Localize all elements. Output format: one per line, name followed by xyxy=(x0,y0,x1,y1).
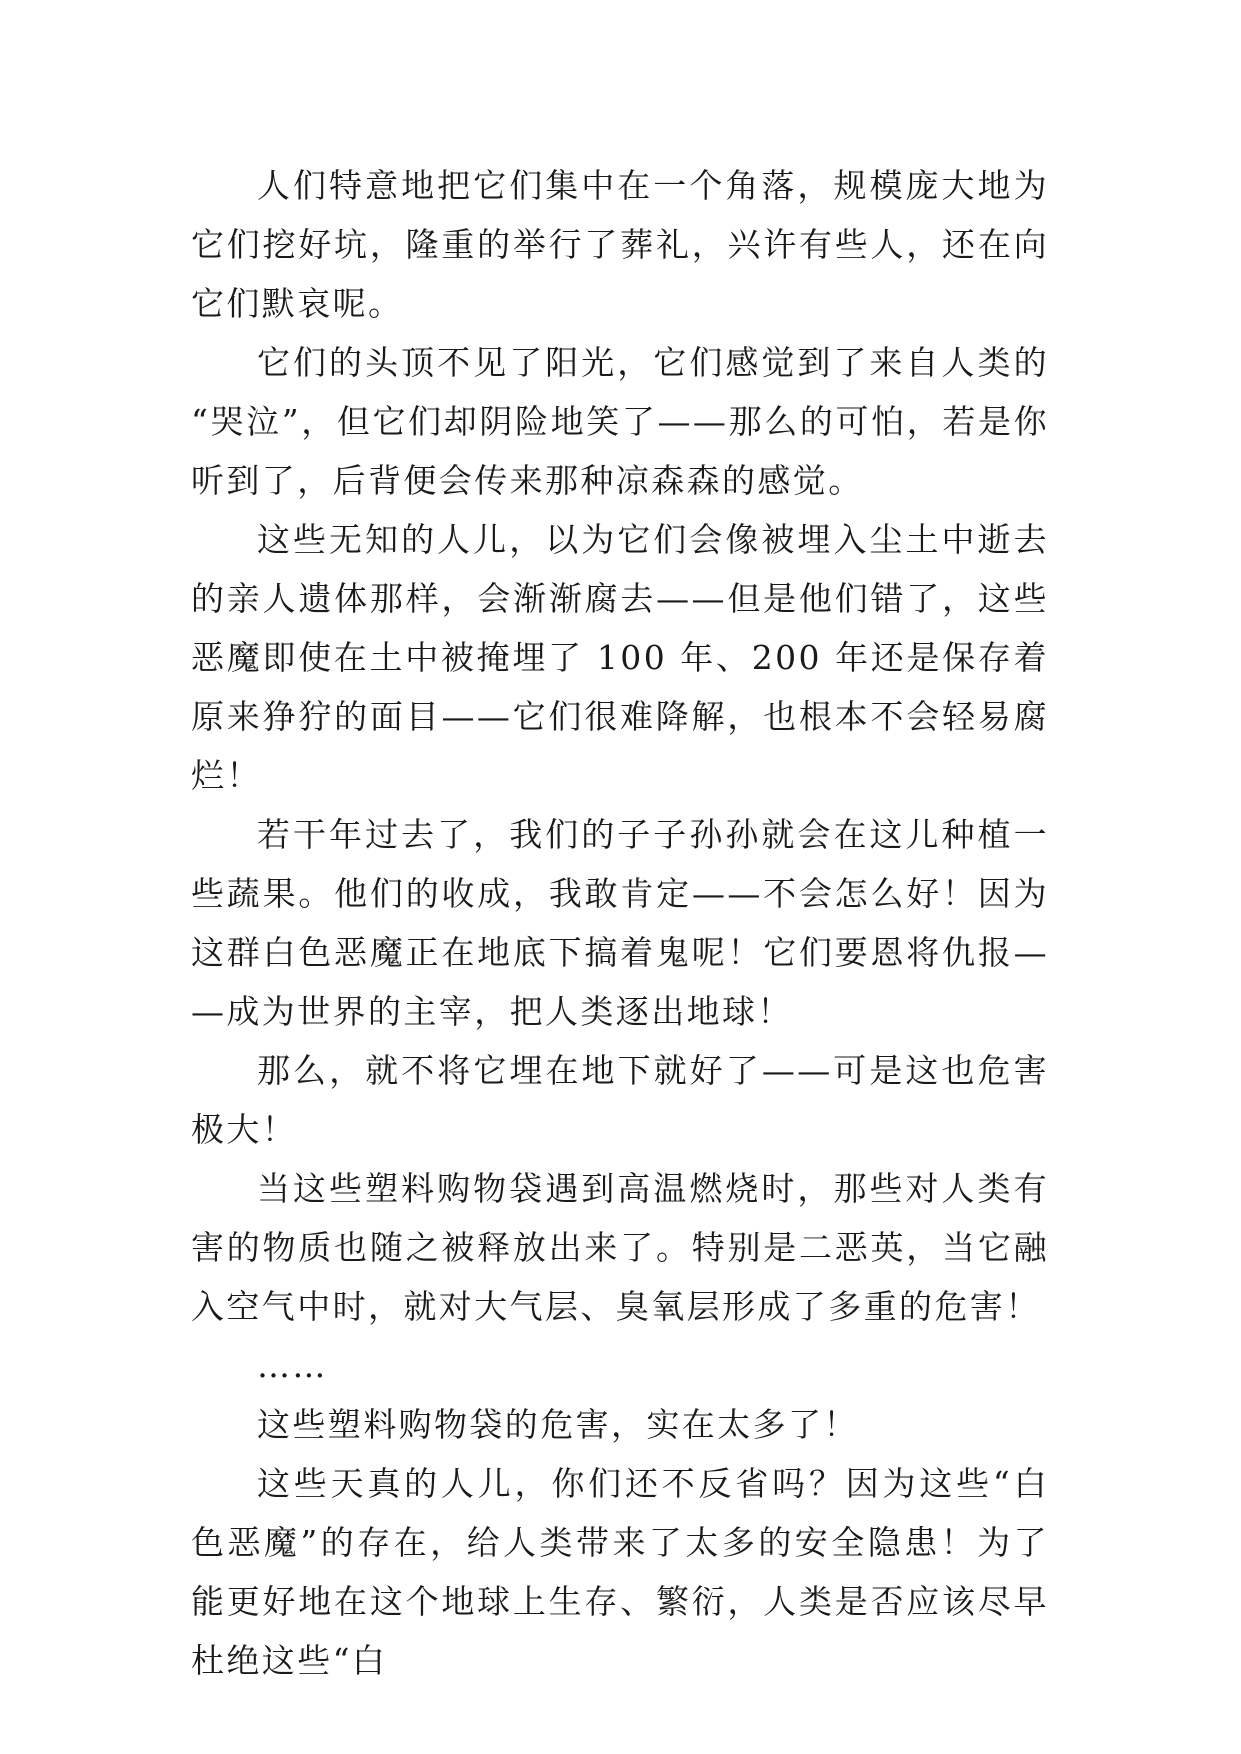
paragraph-6: 当这些塑料购物袋遇到高温燃烧时，那些对人类有害的物质也随之被释放出来了。特别是二恶英，当它融入空气中时，就对大气层、臭氧层形成了多重的危害！ xyxy=(191,1169,1049,1326)
paragraph-4: 若干年过去了，我们的子子孙孙就会在这儿种植一些蔬果。他们的收成，我敢肯定——不会怎么好！因为这群白色恶魔正在地底下搞着鬼呢！它们要恩将仇报——成为世界的主宰，把人类逐出地球！ xyxy=(191,815,1049,1031)
paragraph-3: 这些无知的人儿，以为它们会像被埋入尘土中逝去的亲人遗体那样，会渐渐腐去——但是他们错了，这些恶魔即使在土中被掩埋了 100 年、200 年还是保存着原来狰狞的面目——它们很难降解，也根本不会轻易腐烂！ xyxy=(191,520,1049,795)
paragraph-9: 这些天真的人儿，你们还不反省吗？因为这些“白色恶魔”的存在，给人类带来了太多的安全隐患！为了能更好地在这个地球上生存、繁衍，人类是否应该尽早杜绝这些“白 xyxy=(191,1464,1049,1680)
document-body xyxy=(191,156,1049,1690)
paragraph-8: 这些塑料购物袋的危害，实在太多了！ xyxy=(257,1405,859,1444)
paragraph-5: 那么，就不将它埋在地下就好了——可是这也危害极大！ xyxy=(191,1051,1049,1149)
paragraph-2: 它们的头顶不见了阳光，它们感觉到了来自人类的“哭泣”，但它们却阴险地笑了——那么的可怕，若是你听到了，后背便会传来那种凉森森的感觉。 xyxy=(191,343,1049,500)
paragraph-ellipsis: …… xyxy=(257,1346,328,1385)
paragraph-1: 人们特意地把它们集中在一个角落，规模庞大地为它们挖好坑，隆重的举行了葬礼，兴许有些人，还在向它们默哀呢。 xyxy=(191,166,1049,323)
